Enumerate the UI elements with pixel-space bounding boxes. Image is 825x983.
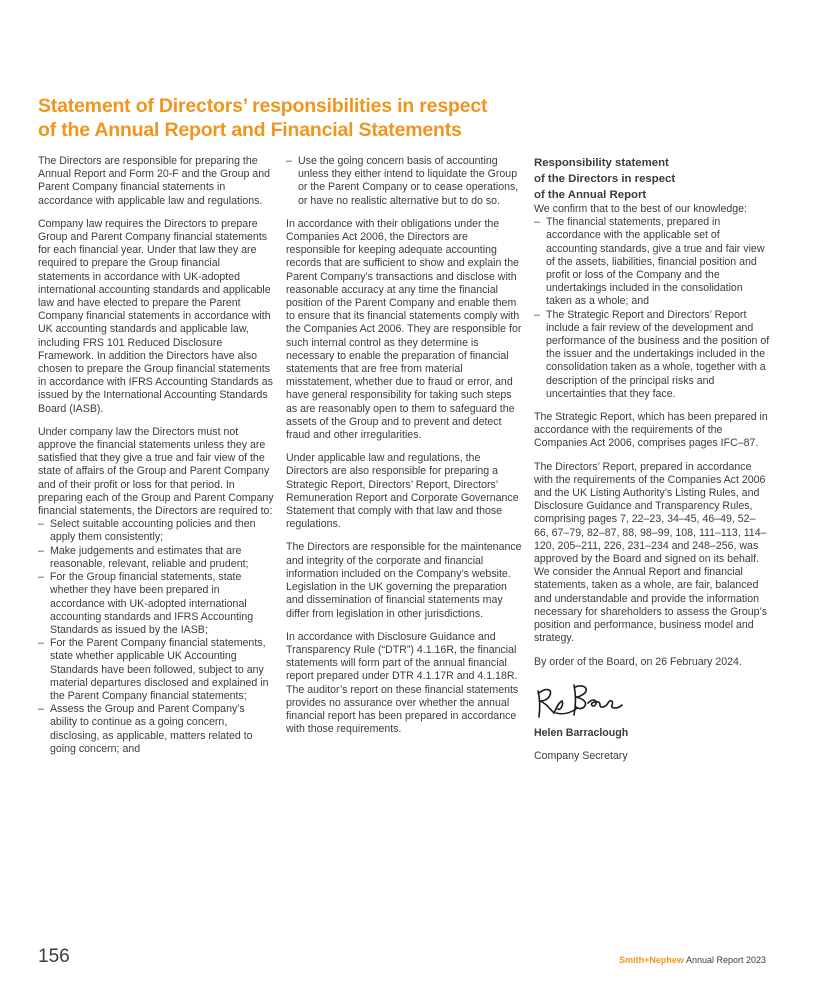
paragraph: The Strategic Report, which has been prepared in accordance with the requirements of the Companies Act 2006, comprises pages IFC–87. xyxy=(534,411,768,450)
list-item: – The financial statements, prepared in accordance with the applicable set of accounting standards, give a true and fair view of the assets, liabilities, financial position and profit or loss of the Company and the undertakings included in the consolidation taken as a whole; and xyxy=(534,216,770,308)
list-item: – Assess the Group and Parent Company’s ability to continue as a going concern, disclosing, as applicable, matters related to going concern; and xyxy=(38,703,274,756)
list-item: – The Strategic Report and Directors’ Report include a fair review of the development and performance of the business and the position of the issuer and the undertakings included in the consolidation taken as a whole, together with a description of the principal risks and uncertainties that they face. xyxy=(534,309,770,401)
confirmation-list xyxy=(534,216,770,401)
list-item: – For the Parent Company financial statements, state whether applicable UK Accounting Standards have been followed, subject to any material departures disclosed and explained in the Parent Company financial statements; xyxy=(38,637,274,703)
column-left xyxy=(38,155,274,766)
publication-name: Annual Report 2023 xyxy=(685,955,766,965)
list-item: – For the Group financial statements, state whether they have been prepared in accordance with UK-adopted international accounting standards and IFRS Accounting Standards as issued by the IASB; xyxy=(38,571,274,637)
paragraph: The Directors are responsible for preparing the Annual Report and Form 20-F and the Group and Parent Company financial statements in accordance with applicable law and regulations. xyxy=(38,155,271,207)
board-order: By order of the Board, on 26 February 2024. xyxy=(534,655,742,668)
heading-line: of the Annual Report xyxy=(534,189,647,201)
list-item: – Select suitable accounting policies and then apply them consistently; xyxy=(38,518,274,544)
paragraph: Under company law the Directors must not approve the financial statements unless they are satisfied that they give a true and fair view of the state of affairs of the Group and Parent Company and of their profit or loss for that period. In preparing each of the Group and Parent Company financial statements, the Directors are required to: xyxy=(38,425,274,518)
requirements-list xyxy=(38,518,274,756)
column-middle xyxy=(286,155,522,746)
list-item: – Use the going concern basis of accounting unless they either intend to liquidate the Group or the Parent Company or to cease operations, or have no realistic alternative but to do so. xyxy=(286,155,522,208)
heading-line: Responsibility statement xyxy=(534,157,669,169)
requirements-list-continued xyxy=(286,155,522,208)
paragraph: In accordance with Disclosure Guidance and Transparency Rule (“DTR”) 4.1.16R, the financial statements will form part of the annual financial report prepared under DTR 4.1.17R and 4.1.18R. The auditor’s report on these financial statements provides no assurance over whether the annual financial report has been prepared in accordance with those requirements. xyxy=(286,630,519,736)
paragraph: The Directors are responsible for the maintenance and integrity of the corporate and financial information included on the Company’s website. Legislation in the UK governing the preparation and dissemination of financial statements may differ from legislation in other jurisdictions. xyxy=(286,541,522,620)
list-item: – Make judgements and estimates that are reasonable, relevant, reliable and prudent; xyxy=(38,545,274,571)
page-title-line-1: Statement of Directors’ responsibilities in respect xyxy=(38,95,488,117)
brand-name: Smith+Nephew xyxy=(619,955,684,965)
page-title-line-2: of the Annual Report and Financial Statements xyxy=(38,119,462,141)
paragraph: In accordance with their obligations under the Companies Act 2006, the Directors are responsible for keeping adequate accounting records that are sufficient to show and explain the Parent Company’s transactions and disclose with reasonable accuracy at any time the financial position of the Parent Company and enable them to ensure that its financial statements comply with the Companies Act 2006. They are responsible for such internal control as they determine is necessary to enable the preparation of financial statements that are free from material misstatement, whether due to fraud or error, and have general responsibility for taking such steps as are reasonably open to them to safeguard the assets of the Group and to prevent and detect fraud and other irregularities. xyxy=(286,217,522,442)
paragraph: Company law requires the Directors to prepare Group and Parent Company financial statements for each financial year. Under that law they are required to prepare the Group financial statements in accordance with UK-adopted international accounting standards and applicable law and have elected to prepare the Parent Company financial statements in accordance with UK accounting standards and applicable law, including FRS 101 Reduced Disclosure Framework. In addition the Directors have also chosen to prepare the Group financial statements in accordance with IFRS Accounting Standards as issued by the International Accounting Standards Board (IASB). xyxy=(38,217,273,415)
signature-image xyxy=(534,679,626,721)
signer-role: Company Secretary xyxy=(534,749,628,762)
page-number: 156 xyxy=(38,946,70,967)
page-title xyxy=(38,94,558,142)
heading-line: of the Directors in respect xyxy=(534,173,676,185)
footer-publication xyxy=(619,954,766,966)
intro-paragraph: We confirm that to the best of our knowledge: xyxy=(534,203,747,215)
paragraph: Under applicable law and regulations, the Directors are also responsible for preparing a Strategic Report, Directors’ Report, Directors’ Remuneration Report and Corporate Governance Statement that comply with that law and those regulations. xyxy=(286,452,519,531)
responsibility-statement-heading xyxy=(534,155,770,203)
signer-name: Helen Barraclough xyxy=(534,726,629,739)
column-right xyxy=(534,155,770,773)
paragraph: The Directors’ Report, prepared in accordance with the requirements of the Companies Act 2006 and the UK Listing Authority’s Listing Rules, and Disclosure Guidance and Transparency Rules, comprising pages 7, 22–23, 34–45, 46–49, 52–66, 67–79, 82–87, 88, 98–99, 108, 111–113, 114–120, 205–211, 226, 231–234 and 248–256, was approved by the Board and signed on its behalf. We consider the Annual Report and financial statements, taken as a whole, are fair, balanced and understandable and provide the information necessary for shareholders to assess the Group’s position and performance, business model and strategy. xyxy=(534,460,767,645)
